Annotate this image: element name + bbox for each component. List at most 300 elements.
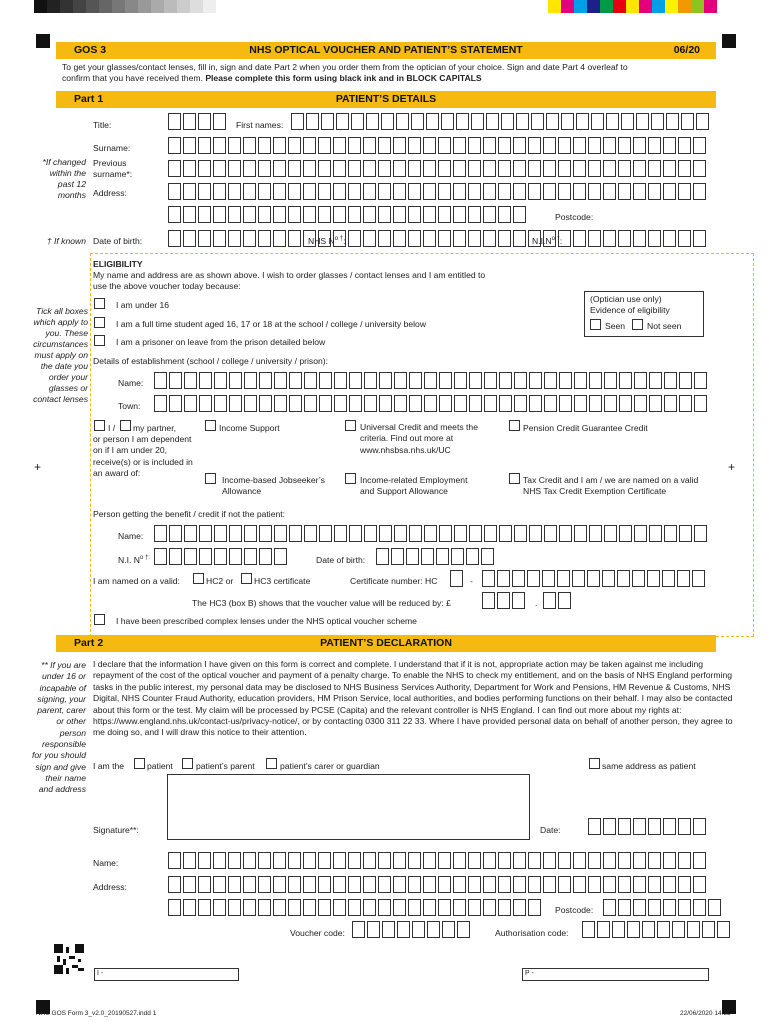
char-cell[interactable] [228,230,241,247]
char-cell[interactable] [229,548,242,565]
char-cell[interactable] [244,395,257,412]
char-cell[interactable] [423,230,436,247]
char-cell[interactable] [363,160,376,177]
i-checkbox[interactable] [94,420,105,431]
char-cell[interactable] [334,525,347,542]
char-cell[interactable] [228,137,241,154]
bottom-box-i[interactable] [94,968,239,981]
char-cell[interactable] [514,525,527,542]
char-cell[interactable] [333,899,346,916]
char-cell[interactable] [582,921,595,938]
char-cell[interactable] [364,395,377,412]
char-cell[interactable] [482,570,495,587]
char-cell[interactable] [514,395,527,412]
char-cell[interactable] [154,372,167,389]
p2-address-line-2[interactable] [168,899,541,916]
char-cell[interactable] [633,876,646,893]
char-cell[interactable] [412,921,425,938]
char-cell[interactable] [513,137,526,154]
char-cell[interactable] [409,395,422,412]
char-cell[interactable] [168,183,181,200]
char-cell[interactable] [424,395,437,412]
char-cell[interactable] [481,548,494,565]
char-cell[interactable] [544,395,557,412]
char-cell[interactable] [243,876,256,893]
char-cell[interactable] [702,921,715,938]
char-cell[interactable] [574,372,587,389]
char-cell[interactable] [288,206,301,223]
char-cell[interactable] [273,160,286,177]
char-cell[interactable] [303,183,316,200]
char-cell[interactable] [483,230,496,247]
char-cell[interactable] [664,395,677,412]
char-cell[interactable] [693,818,706,835]
char-cell[interactable] [318,137,331,154]
char-cell[interactable] [513,899,526,916]
char-cell[interactable] [453,230,466,247]
hc2-checkbox[interactable] [193,573,204,584]
parent-checkbox[interactable] [182,758,193,769]
char-cell[interactable] [228,852,241,869]
char-cell[interactable] [634,525,647,542]
char-cell[interactable] [333,160,346,177]
char-cell[interactable] [244,525,257,542]
char-cell[interactable] [183,230,196,247]
char-cell[interactable] [589,372,602,389]
char-cell[interactable] [672,921,685,938]
char-cell[interactable] [681,113,694,130]
char-cell[interactable] [438,852,451,869]
char-cell[interactable] [198,899,211,916]
char-cell[interactable] [183,183,196,200]
char-cell[interactable] [396,113,409,130]
char-cell[interactable] [303,852,316,869]
cert-number-prefix-field[interactable] [450,570,463,587]
char-cell[interactable] [484,372,497,389]
char-cell[interactable] [348,160,361,177]
char-cell[interactable] [559,372,572,389]
char-cell[interactable] [184,395,197,412]
char-cell[interactable] [352,921,365,938]
char-cell[interactable] [424,372,437,389]
char-cell[interactable] [199,525,212,542]
char-cell[interactable] [618,818,631,835]
char-cell[interactable] [393,160,406,177]
char-cell[interactable] [423,206,436,223]
char-cell[interactable] [438,183,451,200]
char-cell[interactable] [214,525,227,542]
char-cell[interactable] [394,395,407,412]
char-cell[interactable] [168,137,181,154]
char-cell[interactable] [378,160,391,177]
partner-checkbox[interactable] [120,420,131,431]
char-cell[interactable] [243,160,256,177]
char-cell[interactable] [168,899,181,916]
char-cell[interactable] [198,852,211,869]
char-cell[interactable] [679,372,692,389]
char-cell[interactable] [393,230,406,247]
char-cell[interactable] [528,160,541,177]
char-cell[interactable] [363,876,376,893]
char-cell[interactable] [364,372,377,389]
char-cell[interactable] [288,137,301,154]
char-cell[interactable] [693,899,706,916]
char-cell[interactable] [693,183,706,200]
char-cell[interactable] [642,921,655,938]
char-cell[interactable] [588,230,601,247]
char-cell[interactable] [273,137,286,154]
char-cell[interactable] [409,525,422,542]
char-cell[interactable] [438,876,451,893]
char-cell[interactable] [619,372,632,389]
char-cell[interactable] [273,899,286,916]
char-cell[interactable] [619,395,632,412]
establishment-town-field[interactable] [154,395,707,412]
char-cell[interactable] [621,113,634,130]
char-cell[interactable] [544,372,557,389]
reduction-pounds-field[interactable] [482,592,525,609]
char-cell[interactable] [664,372,677,389]
char-cell[interactable] [483,899,496,916]
char-cell[interactable] [213,183,226,200]
char-cell[interactable] [498,206,511,223]
char-cell[interactable] [229,395,242,412]
char-cell[interactable] [393,183,406,200]
char-cell[interactable] [364,525,377,542]
char-cell[interactable] [366,113,379,130]
char-cell[interactable] [334,395,347,412]
char-cell[interactable] [693,230,706,247]
first-names-field[interactable] [291,113,709,130]
char-cell[interactable] [198,137,211,154]
char-cell[interactable] [558,592,571,609]
date-field[interactable] [588,818,706,835]
char-cell[interactable] [633,818,646,835]
char-cell[interactable] [303,160,316,177]
char-cell[interactable] [213,876,226,893]
char-cell[interactable] [529,372,542,389]
char-cell[interactable] [648,183,661,200]
char-cell[interactable] [291,113,304,130]
char-cell[interactable] [663,230,676,247]
char-cell[interactable] [633,899,646,916]
char-cell[interactable] [498,160,511,177]
char-cell[interactable] [228,876,241,893]
char-cell[interactable] [678,160,691,177]
char-cell[interactable] [543,183,556,200]
char-cell[interactable] [363,137,376,154]
char-cell[interactable] [603,818,616,835]
char-cell[interactable] [450,570,463,587]
char-cell[interactable] [692,570,705,587]
char-cell[interactable] [273,230,286,247]
seen-checkbox[interactable] [590,319,601,330]
char-cell[interactable] [367,921,380,938]
char-cell[interactable] [259,525,272,542]
char-cell[interactable] [319,395,332,412]
char-cell[interactable] [289,395,302,412]
char-cell[interactable] [546,113,559,130]
char-cell[interactable] [648,230,661,247]
char-cell[interactable] [378,183,391,200]
p2-address-line-1[interactable] [168,876,706,893]
char-cell[interactable] [199,395,212,412]
char-cell[interactable] [603,899,616,916]
char-cell[interactable] [513,183,526,200]
char-cell[interactable] [497,592,510,609]
char-cell[interactable] [606,113,619,130]
char-cell[interactable] [168,160,181,177]
char-cell[interactable] [468,852,481,869]
char-cell[interactable] [694,372,707,389]
char-cell[interactable] [423,852,436,869]
char-cell[interactable] [498,230,511,247]
char-cell[interactable] [183,876,196,893]
char-cell[interactable] [199,372,212,389]
hc3-checkbox[interactable] [241,573,252,584]
char-cell[interactable] [469,395,482,412]
char-cell[interactable] [213,206,226,223]
char-cell[interactable] [438,160,451,177]
previous-surname-field[interactable] [168,160,706,177]
char-cell[interactable] [512,570,525,587]
char-cell[interactable] [259,548,272,565]
char-cell[interactable] [213,899,226,916]
char-cell[interactable] [363,899,376,916]
char-cell[interactable] [168,230,181,247]
reduction-pence-field[interactable] [543,592,571,609]
char-cell[interactable] [453,137,466,154]
char-cell[interactable] [168,876,181,893]
char-cell[interactable] [333,137,346,154]
char-cell[interactable] [424,525,437,542]
char-cell[interactable] [348,206,361,223]
char-cell[interactable] [663,160,676,177]
char-cell[interactable] [288,899,301,916]
p2-postcode-field[interactable] [603,899,721,916]
char-cell[interactable] [333,206,346,223]
char-cell[interactable] [378,852,391,869]
char-cell[interactable] [678,818,691,835]
char-cell[interactable] [409,372,422,389]
char-cell[interactable] [648,137,661,154]
char-cell[interactable] [651,113,664,130]
char-cell[interactable] [513,160,526,177]
char-cell[interactable] [408,206,421,223]
char-cell[interactable] [557,570,570,587]
char-cell[interactable] [649,372,662,389]
char-cell[interactable] [168,113,181,130]
char-cell[interactable] [363,183,376,200]
char-cell[interactable] [427,921,440,938]
char-cell[interactable] [336,113,349,130]
char-cell[interactable] [693,160,706,177]
char-cell[interactable] [561,113,574,130]
char-cell[interactable] [198,160,211,177]
char-cell[interactable] [468,206,481,223]
char-cell[interactable] [454,395,467,412]
char-cell[interactable] [213,852,226,869]
char-cell[interactable] [318,206,331,223]
char-cell[interactable] [363,852,376,869]
char-cell[interactable] [587,570,600,587]
char-cell[interactable] [229,372,242,389]
establishment-name-field[interactable] [154,372,707,389]
char-cell[interactable] [648,899,661,916]
char-cell[interactable] [183,899,196,916]
char-cell[interactable] [258,852,271,869]
surname-field[interactable] [168,137,706,154]
char-cell[interactable] [662,570,675,587]
char-cell[interactable] [349,372,362,389]
char-cell[interactable] [618,183,631,200]
char-cell[interactable] [708,899,721,916]
char-cell[interactable] [573,183,586,200]
char-cell[interactable] [243,230,256,247]
char-cell[interactable] [453,876,466,893]
char-cell[interactable] [498,183,511,200]
char-cell[interactable] [468,899,481,916]
char-cell[interactable] [273,183,286,200]
char-cell[interactable] [408,160,421,177]
char-cell[interactable] [468,230,481,247]
char-cell[interactable] [214,372,227,389]
char-cell[interactable] [288,230,301,247]
char-cell[interactable] [528,899,541,916]
char-cell[interactable] [486,113,499,130]
char-cell[interactable] [408,899,421,916]
char-cell[interactable] [513,852,526,869]
char-cell[interactable] [184,372,197,389]
p2-name-field[interactable] [168,852,706,869]
char-cell[interactable] [438,206,451,223]
char-cell[interactable] [319,525,332,542]
char-cell[interactable] [378,137,391,154]
char-cell[interactable] [528,876,541,893]
char-cell[interactable] [168,206,181,223]
char-cell[interactable] [198,183,211,200]
char-cell[interactable] [442,921,455,938]
char-cell[interactable] [679,525,692,542]
char-cell[interactable] [451,548,464,565]
char-cell[interactable] [288,160,301,177]
char-cell[interactable] [333,876,346,893]
char-cell[interactable] [574,395,587,412]
char-cell[interactable] [393,899,406,916]
income-support-checkbox[interactable] [205,420,216,431]
benefit-ni-field[interactable] [154,548,287,565]
char-cell[interactable] [559,525,572,542]
char-cell[interactable] [379,395,392,412]
char-cell[interactable] [259,372,272,389]
char-cell[interactable] [183,206,196,223]
char-cell[interactable] [169,372,182,389]
char-cell[interactable] [319,372,332,389]
char-cell[interactable] [456,113,469,130]
char-cell[interactable] [454,372,467,389]
char-cell[interactable] [243,137,256,154]
char-cell[interactable] [469,372,482,389]
student-checkbox[interactable] [94,317,105,328]
char-cell[interactable] [694,395,707,412]
char-cell[interactable] [589,395,602,412]
char-cell[interactable] [426,113,439,130]
char-cell[interactable] [379,372,392,389]
char-cell[interactable] [679,395,692,412]
char-cell[interactable] [666,113,679,130]
char-cell[interactable] [453,183,466,200]
char-cell[interactable] [304,372,317,389]
char-cell[interactable] [603,230,616,247]
char-cell[interactable] [499,525,512,542]
char-cell[interactable] [408,852,421,869]
char-cell[interactable] [381,113,394,130]
char-cell[interactable] [588,818,601,835]
char-cell[interactable] [649,395,662,412]
char-cell[interactable] [634,372,647,389]
char-cell[interactable] [544,525,557,542]
char-cell[interactable] [617,570,630,587]
char-cell[interactable] [604,525,617,542]
char-cell[interactable] [717,921,730,938]
char-cell[interactable] [618,899,631,916]
char-cell[interactable] [499,395,512,412]
char-cell[interactable] [484,525,497,542]
char-cell[interactable] [406,548,419,565]
char-cell[interactable] [573,876,586,893]
char-cell[interactable] [228,206,241,223]
char-cell[interactable] [154,395,167,412]
char-cell[interactable] [214,395,227,412]
char-cell[interactable] [303,137,316,154]
char-cell[interactable] [597,921,610,938]
char-cell[interactable] [678,876,691,893]
char-cell[interactable] [558,852,571,869]
under16-checkbox[interactable] [94,298,105,309]
char-cell[interactable] [663,183,676,200]
char-cell[interactable] [483,137,496,154]
char-cell[interactable] [198,113,211,130]
char-cell[interactable] [693,852,706,869]
char-cell[interactable] [183,137,196,154]
char-cell[interactable] [318,899,331,916]
title-field[interactable] [168,113,226,130]
char-cell[interactable] [574,525,587,542]
esa-checkbox[interactable] [345,473,356,484]
char-cell[interactable] [663,137,676,154]
char-cell[interactable] [678,899,691,916]
char-cell[interactable] [618,852,631,869]
char-cell[interactable] [351,113,364,130]
char-cell[interactable] [693,137,706,154]
char-cell[interactable] [258,230,271,247]
char-cell[interactable] [618,876,631,893]
char-cell[interactable] [603,137,616,154]
char-cell[interactable] [468,876,481,893]
char-cell[interactable] [258,899,271,916]
char-cell[interactable] [423,137,436,154]
char-cell[interactable] [604,395,617,412]
char-cell[interactable] [513,206,526,223]
char-cell[interactable] [542,570,555,587]
char-cell[interactable] [529,525,542,542]
char-cell[interactable] [663,899,676,916]
char-cell[interactable] [663,852,676,869]
char-cell[interactable] [603,160,616,177]
char-cell[interactable] [288,183,301,200]
char-cell[interactable] [602,570,615,587]
char-cell[interactable] [333,183,346,200]
